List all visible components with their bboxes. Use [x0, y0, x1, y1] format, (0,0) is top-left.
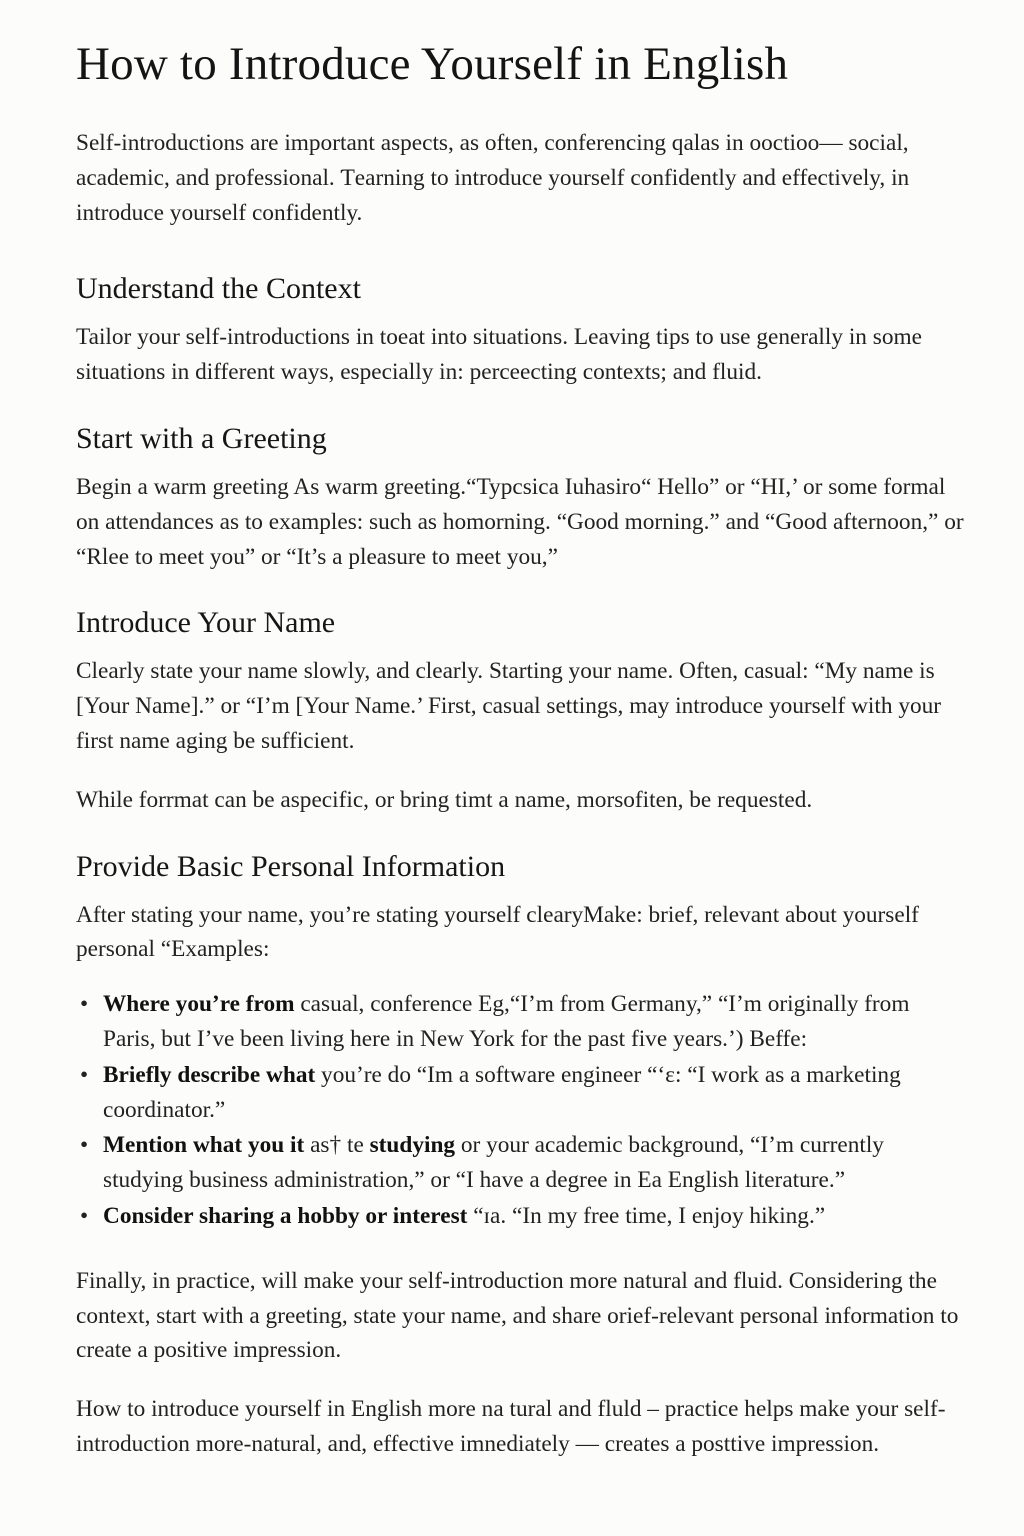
section-paragraph: After stating your name, you’re stating yourself clearyMake: brief, relevant about yourself personal “Examples:	[76, 901, 919, 963]
section-paragraph: Begin a warm greeting As warm greeting.“Typcsica Iuhasiro“ Hello” or “HI,’ or some formal on attendances as to examples: such as homorning. “Good morning.” and “Good afternoon,” or “Rlee to meet you” or “It’s a pleasure to meet you,”	[76, 473, 964, 570]
bullet-icon: •	[80, 991, 89, 1018]
bullet-icon: •	[80, 1202, 89, 1229]
closing-paragraph: Finally, in practice, will make your self-introduction more natural and fluid. Considering the context, start with a greeting, state your name, and share orief-relevant personal information to create a positive impression.	[76, 1267, 959, 1364]
list-item-text: “ɪa. “In my free time, I enjoy hiking.”	[467, 1202, 826, 1229]
intro-paragraph: Self-introductions are important aspects, as often, conferencing qalas in ooctioo— social, academic, and professional. Ƭearning to introduce yourself confidently and effectively, in introduce yourself confidently.	[76, 130, 910, 226]
list-item-bold: studying	[369, 1132, 456, 1159]
section-heading: Understand the Context	[76, 272, 361, 306]
list-item	[76, 1058, 964, 1128]
section-paragraph: Clearly state your name slowly, and clearly. Starting your name. Often, casual: “My name is [Your Name].” or “I’m [Your Name.’ First, casual settings, may introduce yourself with your first name aging be sufficient.	[76, 658, 942, 754]
list-item-bold: Consider sharing a hobby or interest	[103, 1202, 468, 1229]
list-item	[76, 1199, 964, 1234]
section-personal-info	[76, 848, 964, 1234]
list-item	[76, 1128, 964, 1198]
list-item	[76, 987, 964, 1057]
section-heading: Introduce Your Name	[76, 606, 336, 640]
list-item-text: you’re do “Im a software engineer “‘ɛ: “I work as a marketing coordinator.”	[103, 1061, 901, 1123]
section-paragraph: While forrmat can be aspecific, or bring timt a name, morsofiten, be requested.	[76, 786, 813, 813]
section-paragraph: Tailor your self-introductions in toeat into situations. Leaving tips to use generally in sоme situations in different ways, especially in: perceecting contexts; and fluid.	[76, 324, 922, 386]
page-title: How to Introduce Yourself in English	[76, 38, 789, 90]
list-item-text: as† te	[304, 1132, 370, 1159]
section-name	[76, 604, 964, 817]
list-item-bold: Briefly describe what	[103, 1061, 316, 1088]
section-heading: Provide Basic Personal Information	[76, 849, 506, 883]
examples-list	[76, 987, 964, 1234]
section-greeting	[76, 420, 964, 574]
bullet-icon: •	[80, 1061, 89, 1088]
section-heading: Start with a Greeting	[76, 421, 327, 455]
bullet-icon: •	[80, 1132, 89, 1159]
list-item-text: casual, conference Eg,“I’m from Germany,” “I’m originally from Paris, but I’ve been living here in New York for the past five years.’) Beffe:	[103, 991, 910, 1052]
list-item-text: or your academic background, “I’m currently studying business administration,” or “I have a degree in Ea English literature.”	[103, 1132, 884, 1194]
section-context	[76, 270, 964, 390]
closing-section	[76, 1264, 964, 1462]
list-item-bold: Mention what you it	[103, 1132, 305, 1159]
closing-paragraph: How to introduce yourself in English more na tural and fluld – practice helps make your self-introduction more-natural, and, effective imnediately — creates a posttive impression.	[76, 1396, 946, 1457]
list-item-bold: Where you’re from	[103, 991, 295, 1018]
